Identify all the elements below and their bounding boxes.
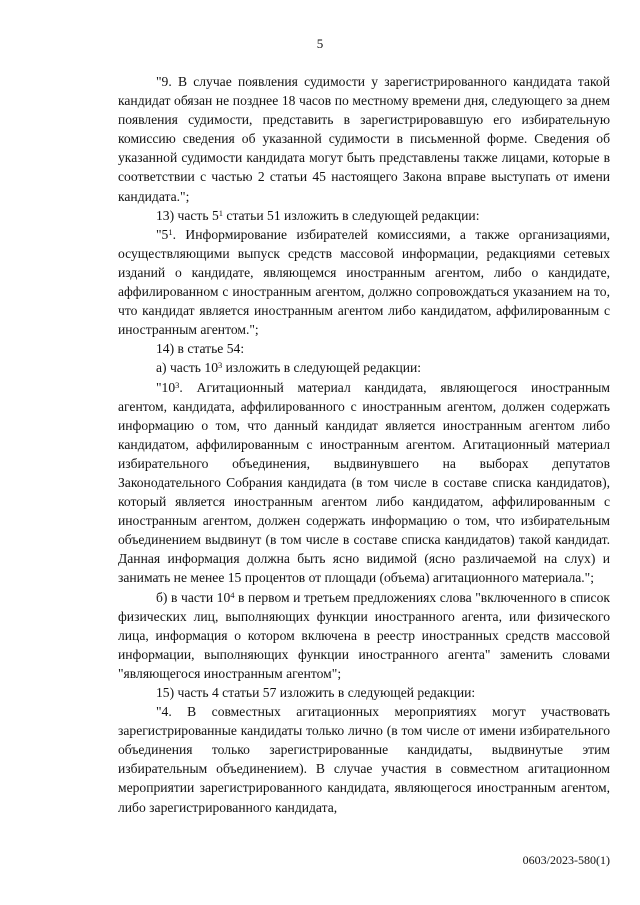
paragraph-5-1-informing: "$5^1$. Информирование избирателей комиссиями, а также организациями, осуществляющими выпуск средств массовой информации, редакциями сетевых изданий о кандидате, являющемся иностранным агентом, либо о кандидате, аффилированном с иностранным агентом, должно сопровождаться указанием на то, что кандидат является иностранным агентом либо кандидатом, аффилированным с иностранным агентом."; bbox=[118, 226, 610, 338]
paragraph-item-b: б) в части $10^4$ в первом и третьем предложениях слова "включенного в список физических лиц, выполняющих функции иностранного агента, или физического лица, информация о котором включена в реестр иностранных средств массовой информации, выполняющих функции иностранного агента" заменить словами "являющегося иностранным агентом"; bbox=[118, 589, 610, 681]
paragraph-item-13: 13) часть $5^1$ статьи 51 изложить в следующей редакции: bbox=[156, 207, 480, 223]
document-body bbox=[118, 72, 610, 817]
document-code: 0603/2023-580(1) bbox=[522, 853, 610, 867]
page-number: 5 bbox=[316, 36, 324, 51]
paragraph-item-15: 15) часть 4 статьи 57 изложить в следующей редакции: bbox=[156, 685, 476, 700]
paragraph-10-3-campaign-material: "$10^3$. Агитационный материал кандидата, являющегося иностранным агентом, кандидата, аффилированного с иностранным агентом, должен содержать информацию о том, что данный кандидат является иностранным агентом либо кандидатом, аффилированным с иностранным агентом. Агитационный материал избирательного объединения, выдвинувшего на выборах депутатов Законодательного Собрания кандидата (в том числе в составе списка кандидатов), который является иностранным агентом либо кандидатом, аффилированным с иностранным агентом, должен содержать информацию о том, что избирательным объединением выдвинут (в том числе в составе списка кандидатов) такой кандидат. Данная информация должна быть ясно видимой (ясно различаемой на слух) и занимать не менее 15 процентов от площади (объема) агитационного материала."; bbox=[118, 379, 610, 586]
paragraph-4-joint-events: "4. В совместных агитационных мероприятиях могут участвовать зарегистрированные кандидаты только лично (в том числе от имени избирательного объединения только зарегистрированные кандидаты, выдвинутые этим избирательным объединением). В случае участия в совместном агитационном мероприятии зарегистрированного кандидата, являющегося иностранным агентом, либо зарегистрированного кандидата, bbox=[118, 704, 610, 815]
paragraph-9-criminal-record: "9. В случае появления судимости у зарегистрированного кандидата такой кандидат обязан не позднее 18 часов по местному времени дня, следующего за днем появления судимости, представить в зарегистрировавшую его избирательную комиссию сведения об указанной судимости в письменной форме. Сведения об указанной судимости кандидата могут быть представлены также лицами, которые в соответствии с частью 2 статьи 45 настоящего Закона вправе выступать от имени кандидата."; bbox=[118, 74, 610, 204]
paragraph-item-14: 14) в статье 54: bbox=[156, 341, 245, 357]
paragraph-item-a: а) часть $10^3$ изложить в следующей редакции: bbox=[156, 360, 422, 376]
